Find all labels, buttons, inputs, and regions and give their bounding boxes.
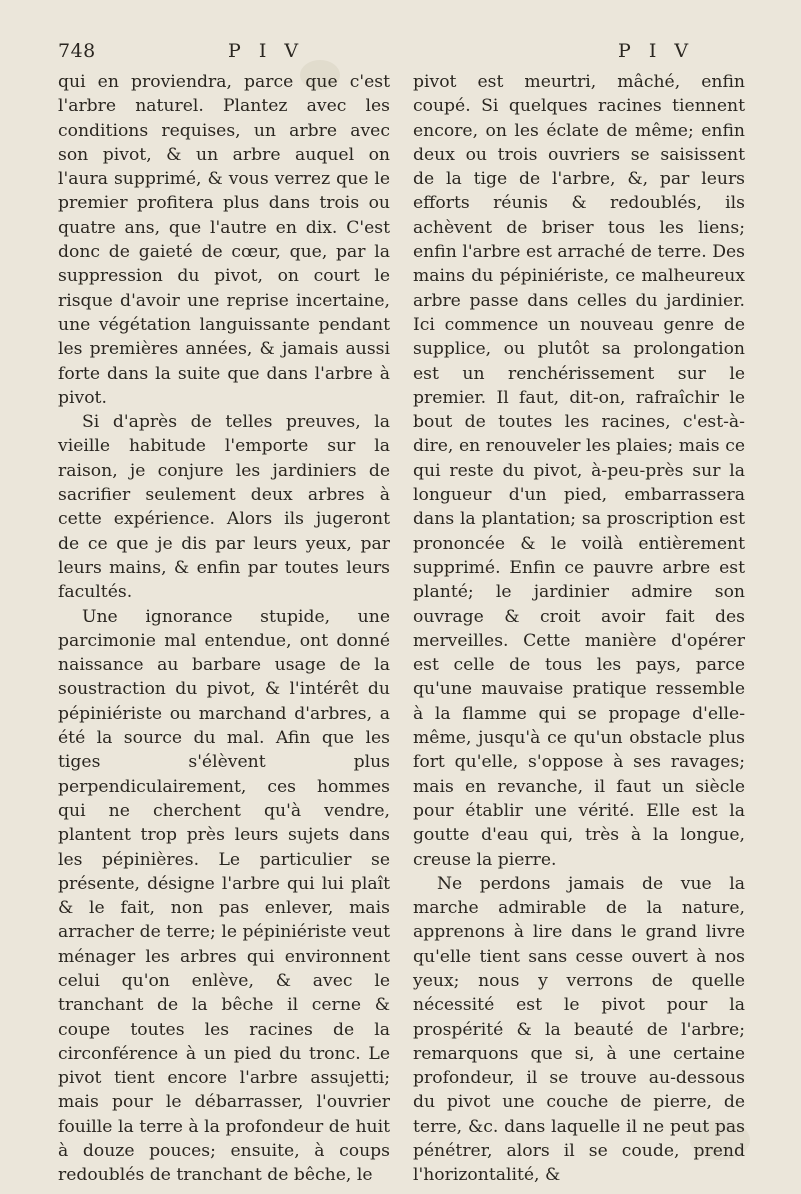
running-head-right: P I V: [618, 40, 695, 62]
paragraph: Ne perdons jamais de vue la marche admirable de la nature, apprenons à lire dans le grand livre qu'elle tient sans cesse ouvert à nos yeux; nous y verrons de quelle nécessité est le pivot pour la prospérité & la beauté de l'arbre; remarquons que si, à une certaine profondeur, il se trouve au-dessous du pivot une couche de pierre, de terre, &c. dans laquelle il ne peut pas pénétrer, alors il se coude, prend l'horizontalité, &: [413, 873, 745, 1186]
paragraph: pivot est meurtri, mâché, enfin coupé. Si quelques racines tiennent encore, on les éclate de même; enfin deux ou trois ouvriers se saisissent de la tige de l'arbre, &, par leurs efforts réunis & redoublés, ils achèvent de briser tous les liens; enfin l'arbre est arraché de terre. Des mains du pépiniériste, ce malheureux arbre passe dans celles du jardinier. Ici commence un nouveau genre de supplice, ou plutôt sa prolongation est un renchérissement sur le premier. Il faut, dit-on, rafraîchir le bout de toutes les racines, c'est-à-dire, en renouveler les plaies; mais ce qui reste du pivot, à-peu-près sur la longueur d'un pied, embarrassera dans la plantation; sa proscription est prononcée & le voilà entièrement supprimé. Enfin ce pauvre arbre est planté; le jardinier admire son ouvrage & croit avoir fait des merveilles. Cette manière d'opérer est celle de tous les pays, parce qu'une mauvaise pratique ressemble à la flamme qui se propage d'elle-même, jusqu'à ce qu'un obstacle plus fort qu'elle, s'oppose à ses ravages; mais en revanche, il faut un siècle pour établir une vérité. Elle est la goutte d'eau qui, très à la longue, creuse la pierre.: [413, 72, 745, 870]
paragraph: Une ignorance stupide, une parcimonie mal entendue, ont donné naissance au barbare usage de la soustraction du pivot, & l'intérêt du pépiniériste ou marchand d'arbres, a été la source du mal. Afin que les tiges s'élèvent plus perpendiculairement, ces hommes qui ne cherchent qu'à vendre, plantent trop près leurs sujets dans les pépinières. Le particulier se présente, désigne l'arbre qui lui plaît & le fait, non pas enlever, mais arracher de terre; le pépiniériste veut ménager les arbres qui environnent celui qu'on enlève, & avec le tranchant de la bêche il cerne & coupe toutes les racines de la circonférence à un pied du tronc. Le pivot tient encore l'arbre assujetti; mais pour le débarrasser, l'ouvrier fouille la terre à la profondeur de huit à douze pouces; ensuite, à coups redoublés de tranchant de bêche, le: [58, 606, 390, 1186]
right-column: [413, 70, 745, 1188]
paragraph: Si d'après de telles preuves, la vieille habitude l'emporte sur la raison, je conjure les jardiniers de sacrifier seulement deux arbres à cette expérience. Alors ils jugeront de ce que je dis par leurs yeux, par leurs mains, & enfin par toutes leurs facultés.: [58, 412, 390, 603]
page-number: 748: [58, 40, 96, 62]
running-head-left: P I V: [228, 40, 305, 62]
left-column: [58, 70, 390, 1188]
paragraph: qui en proviendra, parce que c'est l'arbre naturel. Plantez avec les conditions requises, un arbre avec son pivot, & un arbre auquel on l'aura supprimé, & vous verrez que le premier profitera plus dans trois ou quatre ans, que l'autre en dix. C'est donc de gaieté de cœur, que, par la suppression du pivot, on court le risque d'avoir une reprise incertaine, une végétation languissante pendant les premières années, & jamais aussi forte dans la suite que dans l'arbre à pivot.: [58, 72, 390, 408]
